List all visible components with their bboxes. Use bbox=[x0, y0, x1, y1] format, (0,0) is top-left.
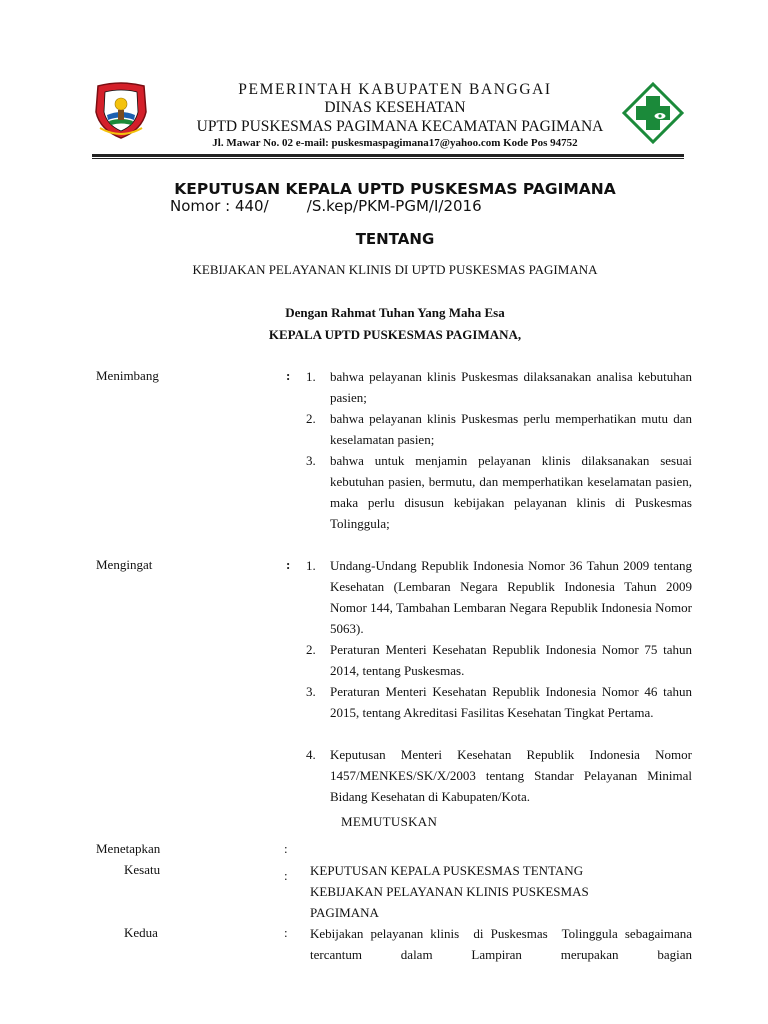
menimbang-label: Menimbang bbox=[96, 368, 159, 383]
item-number: 2. bbox=[306, 642, 316, 657]
mengingat-label: Mengingat bbox=[96, 557, 153, 572]
item-text: bahwa pelayanan klinis Puskesmas dilaksanakan analisa kebutuhan pasien; bbox=[330, 369, 692, 405]
kedua-colon: : bbox=[284, 925, 288, 940]
item-text: Peraturan Menteri Kesehatan Republik Indonesia Nomor 75 tahun 2014, tentang Puskesmas. bbox=[330, 642, 692, 678]
banggai-regency-logo bbox=[92, 82, 150, 140]
item-number: 1. bbox=[306, 558, 316, 573]
menetapkan-label: Menetapkan bbox=[96, 841, 161, 856]
letterhead-department: DINAS KESEHATAN bbox=[324, 99, 466, 116]
menetapkan-colon: : bbox=[284, 841, 288, 856]
head-of-unit-line: KEPALA UPTD PUSKESMAS PAGIMANA, bbox=[268, 327, 522, 342]
item-text: bahwa untuk menjamin pelayanan klinis dilaksanakan sesuai kebutuhan pasien, bermutu, dan memperhatikan keselamatan pasien, maka perlu disusun kebijakan pelayanan klinis di Puskesmas Tolinggula; bbox=[330, 453, 692, 531]
kedua-text: Kebijakan pelayanan klinis di Puskesmas Tolinggula sebagaimana tercantum dalam Lampiran merupakan bagian bbox=[310, 926, 696, 962]
menimbang-item-1 bbox=[306, 366, 692, 408]
item-number: 1. bbox=[306, 369, 316, 384]
kesatu-colon: : bbox=[284, 868, 288, 883]
item-number: 3. bbox=[306, 453, 316, 468]
menimbang-colon: : bbox=[286, 368, 291, 383]
item-number: 4. bbox=[306, 747, 316, 762]
menimbang-item-2 bbox=[306, 408, 692, 450]
mengingat-colon: : bbox=[286, 557, 291, 572]
tentang-heading: TENTANG bbox=[355, 230, 435, 248]
letterhead-unit: UPTD PUSKESMAS PAGIMANA KECAMATAN PAGIMANA bbox=[196, 118, 604, 135]
memutuskan-heading: MEMUTUSKAN bbox=[341, 814, 438, 829]
letterhead-government: PEMERINTAH KABUPATEN BANGGAI bbox=[238, 81, 552, 98]
mengingat-item-2 bbox=[306, 639, 692, 681]
item-text: Keputusan Menteri Kesehatan Republik Indonesia Nomor 1457/MENKES/SK/X/2003 tentang Standar Pelayanan Minimal Bidang Kesehatan di Kabupaten/Kota. bbox=[330, 747, 692, 804]
decree-title: KEPUTUSAN KEPALA UPTD PUSKESMAS PAGIMANA bbox=[174, 180, 616, 198]
letterhead-rule-thin bbox=[92, 158, 684, 159]
blessing-line: Dengan Rahmat Tuhan Yang Maha Esa bbox=[285, 305, 505, 320]
mengingat-item-1 bbox=[306, 555, 692, 639]
item-number: 2. bbox=[306, 411, 316, 426]
item-number: 3. bbox=[306, 684, 316, 699]
mengingat-item-4 bbox=[306, 744, 692, 807]
letterhead-address: Jl. Mawar No. 02 e-mail: puskesmaspagimana17@yahoo.com Kode Pos 94752 bbox=[212, 137, 578, 149]
kedua-label: Kedua bbox=[124, 925, 158, 940]
letterhead-rule-thick bbox=[92, 154, 684, 157]
item-text: Peraturan Menteri Kesehatan Republik Indonesia Nomor 46 tahun 2015, tentang Akreditasi Fasilitas Kesehatan Tingkat Pertama. bbox=[330, 684, 692, 720]
mengingat-item-3 bbox=[306, 681, 692, 744]
kesatu-label: Kesatu bbox=[124, 862, 161, 877]
decree-number: Nomor : 440/ /S.kep/PKM-PGM/I/2016 bbox=[170, 197, 482, 215]
shield-emblem-icon bbox=[92, 82, 150, 140]
menimbang-item-3 bbox=[306, 450, 692, 534]
item-text: Undang-Undang Republik Indonesia Nomor 36 Tahun 2009 tentang Kesehatan (Lembaran Negara Republik Indonesia Tahun 2009 Nomor 144, Tambahan Lembaran Negara Republik Indonesia Nomor 5063). bbox=[330, 558, 692, 636]
item-text: bahwa pelayanan klinis Puskesmas perlu memperhatikan mutu dan keselamatan pasien; bbox=[330, 411, 692, 447]
decree-subject: KEBIJAKAN PELAYANAN KLINIS DI UPTD PUSKESMAS PAGIMANA bbox=[192, 262, 598, 277]
kesatu-text: KEPUTUSAN KEPALA PUSKESMAS TENTANG KEBIJAKAN PELAYANAN KLINIS PUSKESMAS PAGIMANA bbox=[310, 863, 589, 920]
